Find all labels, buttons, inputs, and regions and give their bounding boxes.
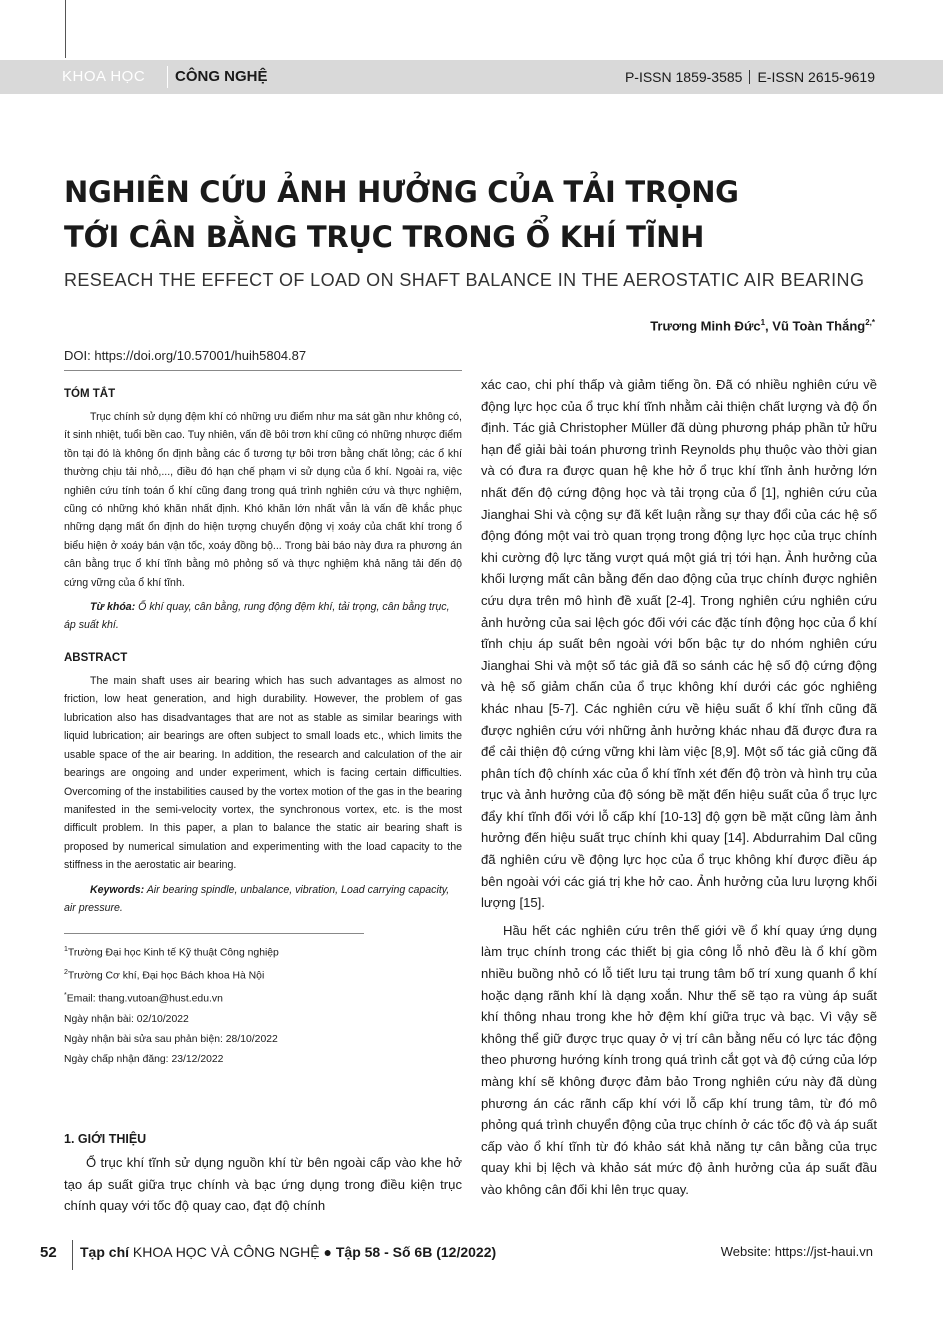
journal-issue: Tập 58 - Số 6B (12/2022) xyxy=(335,1244,497,1260)
email-text: Email: thang.vutoan@hust.edu.vn xyxy=(66,993,223,1005)
left-column xyxy=(64,388,462,1217)
author-1-sup: 1 xyxy=(760,318,766,327)
issn-divider xyxy=(749,70,750,84)
email-sup: * xyxy=(64,992,67,1000)
bullet: ● xyxy=(319,1244,336,1260)
doi-divider xyxy=(64,370,462,371)
page-number: 52 xyxy=(40,1244,57,1261)
keywords-en xyxy=(64,881,462,917)
affiliation-2-sup: 2 xyxy=(64,969,68,976)
keywords-vi-label: Từ khóa: xyxy=(90,601,136,614)
date-received: Ngày nhận bài: 02/10/2022 xyxy=(64,1013,189,1025)
footer-website xyxy=(721,1244,873,1259)
footer-journal xyxy=(80,1244,496,1260)
article-title-english: RESEACH THE EFFECT OF LOAD ON SHAFT BALANCE IN THE AEROSTATIC AIR BEARING xyxy=(64,270,865,290)
journal-prefix: Tạp chí xyxy=(80,1244,133,1260)
keywords-en-label: Keywords: xyxy=(90,883,145,896)
header-separator xyxy=(167,66,168,88)
author-1: Trương Minh Đức xyxy=(650,318,761,334)
keywords-vi xyxy=(64,598,462,634)
intro-paragraph-2: Hầu hết các nghiên cứu trên thế giới về ổ khí quay ứng dụng làm trục chính trong các thiết bị gia công lỗ nhỏ đều là ổ khí gồm nhiều buồng nhỏ có lỗ tiết lưu tại trung tâm bố trí xung quanh ổ khí hoặc dạng rãnh khí là dạng xoắn. Như thế sẽ tạo ra vùng áp suất khí thông nhau trong khe hở đệm khí giữa trục và bạc. Vì vậy sẽ không thể giữ được trục quay ở vị trí cân bằng nếu có lực tác động theo phương hướng kính trong quá trình cắt gọt và độ cứng của lớp màng khí sẽ không được đảm bảo Trong nghiên cứu này đã dùng phương án các rãnh cấp khí với lỗ cấp khí trung tâm, từ đó mô phỏng quá trình chuyển động của trục chính ở các tốc độ và áp suất cấp vào ổ khí tĩnh từ đó khảo sát khả năng tự cân bằng của trục quay khi bị lệch và khảo sát mức độ ảnh hưởng của áp suất đầu vào không cân đối khi lên trục quay. xyxy=(481,922,877,1197)
affiliation-1-sup: 1 xyxy=(64,945,68,953)
affiliation-2 xyxy=(64,963,462,986)
intro-heading: 1. GIỚI THIỆU xyxy=(64,1131,147,1146)
website-label: Website: xyxy=(720,1244,775,1259)
right-column xyxy=(481,374,877,1201)
abstract-vi-text: Trục chính sử dụng đệm khí có những ưu điểm như ma sát gần như không có, ít sinh nhiệt, tuổi bền cao. Tuy nhiên, vấn đề bôi trơn khí cũng có những nhược điểm tồn tại đó là không ổn định bằng các ổ tương tự bôi trơn bằng chất lỏng; các ổ khí thường chịu tải nhỏ,..., điều đó hạn chế phạm vi sử dụng của ổ khí. Ngoài ra, việc nghiên cứu tính toán ổ khí cũng đang trong quá trình nghiên cứu và thực nghiệm, cũng có những khó khăn nhất định. Khó khăn lớn nhất vẫn là vấn đề khắc phục những dạng mất ổn định do hiện tượng chuyển động vị xoáy của chất khí trong ổ biểu hiện ở xoáy bán vận tốc, xoáy đồng bộ... Trong bài báo này đưa ra phương án cân bằng trục ổ khí tĩnh bằng mô phỏng số và thực nghiệm khả năng tải đến độ cứng vững của ổ khí tĩnh. xyxy=(64,411,462,589)
header-section-khoa-hoc: KHOA HỌC xyxy=(62,68,146,85)
abstract-en-heading: ABSTRACT xyxy=(64,652,128,665)
abstract-en-text: The main shaft uses air bearing which has such advantages as almost no friction, low heat generation, and high durability. However, the problem of gas lubrication also has disadvantages that are not as stable as similar bearings with liquid lubrication; air bearings are often subject to small loads etc., which limits the usable space of the air bearing. In addition, the research and calculation of the air bearings are ongoing and under experiment, which is facing certain difficulties. Overcoming of the instabilities caused by the vortex motion of the gas in the bearing manifested in the semi-velocity vortex, the synchronous vortex, etc. is the most difficult problem. In this paper, a plan to balance the static air bearing shaft is proposed by numerical simulation and experimenting with the load capacity to the stiffness in the aerostatic air bearing. xyxy=(64,675,462,872)
date-revised: Ngày nhận bài sửa sau phản biện: 28/10/2022 xyxy=(64,1033,278,1045)
corresponding-email xyxy=(64,986,462,1009)
title-line-1: NGHIÊN CỨU ẢNH HƯỞNG CỦA TẢI TRỌNG xyxy=(64,175,739,209)
author-separator: , xyxy=(765,318,773,334)
header-issn xyxy=(625,69,875,85)
doi-link[interactable]: DOI: https://doi.org/10.57001/huih5804.87 xyxy=(64,348,307,363)
header-section-cong-nghe: CÔNG NGHỆ xyxy=(175,68,268,85)
journal-name: KHOA HỌC VÀ CÔNG NGHỆ xyxy=(132,1244,320,1260)
top-vertical-rule xyxy=(65,0,66,58)
affiliation-2-text: Trường Cơ khí, Đại học Bách khoa Hà Nội xyxy=(67,970,265,982)
website-link[interactable]: https://jst-haui.vn xyxy=(774,1244,873,1259)
intro-paragraph-1-continued: xác cao, chi phí thấp và giảm tiếng ồn. Đã có nhiều nghiên cứu về động lực học của ổ trục khí tĩnh nhằm cải thiện chất lượng và độ ổn định. Tác giả Christopher Müller đã dùng phương pháp phần tử hữu hạn để giải bài toán phương trình Reynolds phụ thuộc vào thời gian và có đưa ra được quan hệ khe hở ổ trục khí tĩnh ảnh hưởng lớn nhất đến độ cứng động học và tải trọng của ổ [1], nghiên cứu của Jianghai Shi và cộng sự đã kết luận rằng sự thay đổi của các hệ số động đóng một vai trò quan trọng trong động lực học của trục chính khi cường độ lực tăng vượt quá một giá trị tới hạn. Ảnh hưởng của khối lượng mất cân bằng đến dao động của trục chính được nghiên cứu dựa trên mô hình đề xuất [2-4]. Trong nghiên cứu nghiên cứu ảnh hưởng của sai lệch góc đối với các đặc tính động học của ổ khí tĩnh chịu áp suất bên ngoài với bốn bậc tự do nhóm nghiên cứu Jianghai Shi và một số tác giả đã so sánh các hệ số độ cứng động và hệ số giảm chấn của ổ trục không khí dưới các góc nghiêng khác nhau [5-7]. Các nghiên cứu về hiệu suất ổ khí tĩnh cũng đã được nghiên cứu với những ảnh hưởng khác nhau đã được đưa ra để cải thiện độ cứng vững khi làm việc [8,9]. Một số tác giả cũng đã phân tích độ chính xác của ổ khí tĩnh xét đến độ tròn và hình trụ của trục và ảnh hưởng của độ sóng bề mặt đến hiệu suất của ổ trục lực đẩy khí tĩnh đối với lỗ cấp khí [10-13] độ gợn bề mặt cũng làm ảnh hưởng đến hiệu suất trục chính khi quay [14]. Abdurrahim Dal cũng đã nghiên cứu về động lực học của ổ trục không khí được điều áp bên ngoài với các giá trị khe hở cao. Ảnh hưởng của lưu lượng khối lượng [15]. xyxy=(481,377,877,911)
author-2-sup: 2,* xyxy=(865,318,875,327)
author-2: Vũ Toàn Thắng xyxy=(772,318,866,334)
abstract-vi-heading: TÓM TẮT xyxy=(64,388,116,400)
e-issn: E-ISSN 2615-9619 xyxy=(757,69,875,85)
affiliation-1-text: Trường Đại học Kinh tế Kỹ thuật Công nghiệp xyxy=(67,947,279,958)
title-line-2: TỚI CÂN BẰNG TRỤC TRONG Ổ KHÍ TĨNH xyxy=(64,220,705,254)
article-title xyxy=(64,170,884,260)
authors xyxy=(650,318,875,333)
intro-paragraph-1-start: Ổ trục khí tĩnh sử dụng nguồn khí từ bên ngoài cấp vào khe hở tạo áp suất giữa trục chính và bạc ứng dụng trong điều kiện trục chính quay với tốc độ quay cao, đạt độ chính xyxy=(64,1154,462,1214)
footer-vertical-rule xyxy=(72,1240,73,1270)
affiliation-divider xyxy=(64,933,364,934)
date-accepted: Ngày chấp nhận đăng: 23/12/2022 xyxy=(64,1053,224,1065)
keywords-en-list: Air bearing spindle, unbalance, vibration, Load carrying capacity, air pressure. xyxy=(64,883,450,914)
affiliation-1 xyxy=(64,940,462,963)
p-issn: P-ISSN 1859-3585 xyxy=(624,69,743,85)
keywords-vi-list: Ổ khí quay, cân bằng, rung động đệm khí, tải trọng, cân bằng trục, áp suất khí. xyxy=(64,601,450,632)
